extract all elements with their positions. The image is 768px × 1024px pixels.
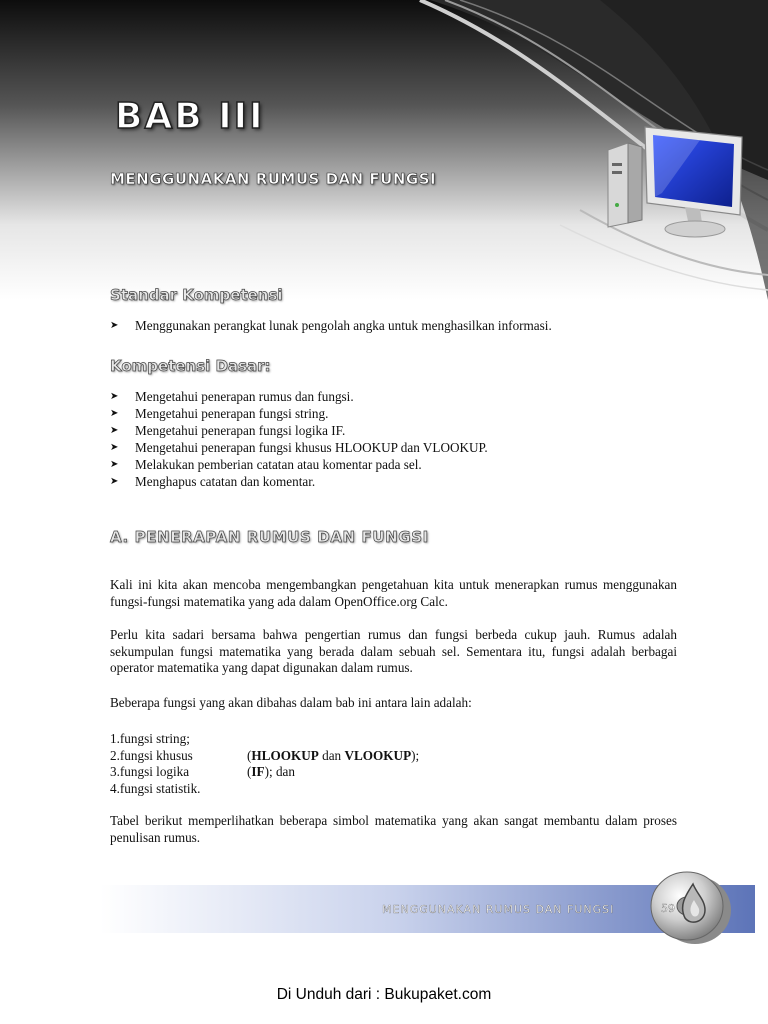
function-item: 1.fungsi string; [110, 731, 190, 746]
list-item: ➤ Melakukan pemberian catatan atau komentar pada sel. [110, 457, 422, 472]
kompetensi-dasar-list [110, 388, 488, 490]
paragraph-2: Perlu kita sadari bersama bahwa pengertian rumus dan fungsi berbeda cukup jauh. Rumus adalah sekumpulan fungsi matematika yang berada dalam sebuah sel. Sementara itu, fungsi adalah berbagai operator matematika yang dapat digunakan dalam rumus. [110, 627, 677, 675]
list-item: ➤ Mengetahui penerapan rumus dan fungsi. [110, 389, 354, 404]
paragraph-3: Beberapa fungsi yang akan dibahas dalam bab ini antara lain adalah: [110, 695, 472, 710]
download-note: Di Unduh dari : Bukupaket.com [276, 986, 492, 1003]
computer-icon [600, 115, 760, 255]
arrowhead-bullet-icon: ➤ [110, 459, 119, 470]
paragraph-1: Kali ini kita akan mencoba mengembangkan pengetahuan kita untuk menerapkan rumus menggunakan fungsi-fungsi matematika yang ada dalam OpenOffice.org Calc. [110, 577, 677, 609]
list-item: ➤ Menggunakan perangkat lunak pengolah angka untuk menghasilkan informasi. [110, 318, 552, 333]
arrowhead-bullet-icon: ➤ [110, 320, 119, 331]
list-item: ➤ Menghapus catatan dan komentar. [110, 474, 316, 489]
page-number: 59 [661, 902, 675, 915]
cd-disc-icon [645, 866, 735, 946]
arrowhead-bullet-icon: ➤ [110, 391, 119, 402]
function-item: 3.fungsi logika (IF); dan [110, 764, 295, 779]
function-item: 4.fungsi statistik. [110, 780, 201, 796]
paragraph-4: Tabel berikut memperlihatkan beberapa simbol matematika yang akan sangat membantu dalam proses penulisan rumus. [110, 813, 677, 845]
arrowhead-bullet-icon: ➤ [110, 408, 119, 419]
arrowhead-bullet-icon: ➤ [110, 425, 119, 436]
standar-kompetensi-heading: Standar Kompetensi [110, 286, 283, 304]
list-item: ➤ Mengetahui penerapan fungsi khusus HLOOKUP dan VLOOKUP. [110, 440, 488, 455]
chapter-number: BAB III [115, 96, 265, 137]
chapter-title: MENGGUNAKAN RUMUS DAN FUNGSI [110, 170, 437, 188]
arrowhead-bullet-icon: ➤ [110, 476, 119, 487]
function-list [110, 731, 420, 797]
list-item: ➤ Mengetahui penerapan fungsi string. [110, 406, 329, 421]
header-banner [0, 0, 768, 300]
arrowhead-bullet-icon: ➤ [110, 442, 119, 453]
section-a-heading: A. PENERAPAN RUMUS DAN FUNGSI [110, 528, 429, 546]
function-item: 2.fungsi khusus (HLOOKUP dan VLOOKUP); [110, 747, 420, 763]
list-item: ➤ Mengetahui penerapan fungsi logika IF. [110, 423, 346, 438]
kompetensi-dasar-heading: Kompetensi Dasar: [110, 357, 271, 375]
footer-running-title: MENGGUNAKAN RUMUS DAN FUNGSI [382, 903, 615, 916]
standar-kompetensi-list [110, 317, 552, 334]
